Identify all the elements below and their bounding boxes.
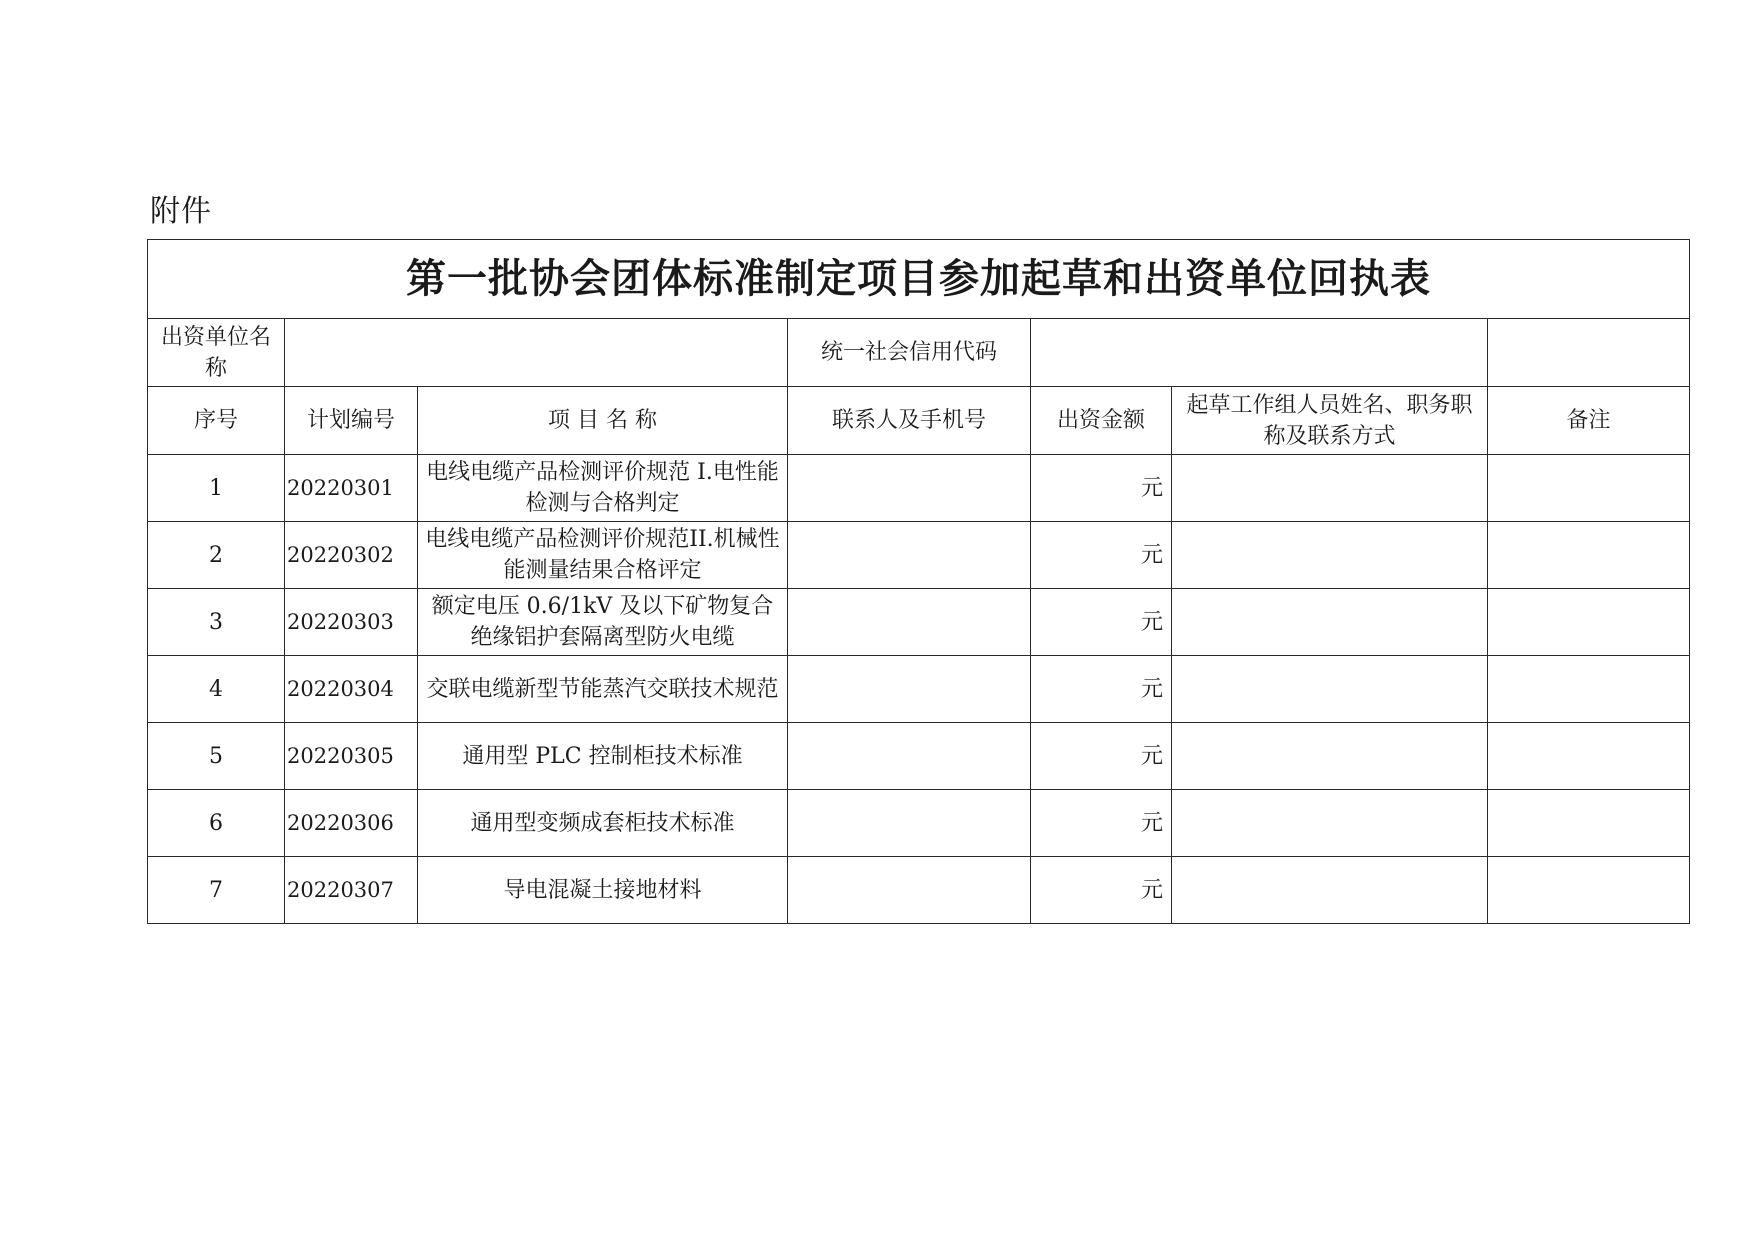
header-contact: 联系人及手机号 — [788, 387, 1031, 455]
row-drafters-field[interactable] — [1172, 656, 1488, 723]
header-remarks: 备注 — [1488, 387, 1690, 455]
row-project-name: 额定电压 0.6/1kV 及以下矿物复合绝缘铝护套隔离型防火电缆 — [418, 589, 788, 656]
row-remarks-field[interactable] — [1488, 723, 1690, 790]
row-project-name: 交联电缆新型节能蒸汽交联技术规范 — [418, 656, 788, 723]
table-row — [148, 589, 1690, 656]
unit-name-field[interactable] — [285, 319, 788, 387]
row-project-name: 通用型变频成套柜技术标准 — [418, 790, 788, 857]
row-contact-field[interactable] — [788, 589, 1031, 656]
attachment-label: 附件 — [150, 194, 212, 229]
row-remarks-field[interactable] — [1488, 589, 1690, 656]
row-contact-field[interactable] — [788, 723, 1031, 790]
row-contact-field[interactable] — [788, 522, 1031, 589]
row-drafters-field[interactable] — [1172, 589, 1488, 656]
row-amount-field[interactable]: 元 — [1031, 455, 1172, 522]
row-plan-no: 20220304 — [285, 656, 418, 723]
header-project-name: 项 目 名 称 — [418, 387, 788, 455]
row-drafters-field[interactable] — [1172, 522, 1488, 589]
unit-extra-field[interactable] — [1488, 319, 1690, 387]
row-plan-no: 20220305 — [285, 723, 418, 790]
row-drafters-field[interactable] — [1172, 723, 1488, 790]
header-amount: 出资金额 — [1031, 387, 1172, 455]
row-contact-field[interactable] — [788, 857, 1031, 924]
row-amount-field[interactable]: 元 — [1031, 522, 1172, 589]
row-remarks-field[interactable] — [1488, 656, 1690, 723]
unit-name-label: 出资单位名称 — [148, 319, 285, 387]
row-project-name: 电线电缆产品检测评价规范II.机械性能测量结果合格评定 — [418, 522, 788, 589]
table-row — [148, 522, 1690, 589]
header-seq: 序号 — [148, 387, 285, 455]
row-seq: 1 — [148, 455, 285, 522]
row-plan-no: 20220302 — [285, 522, 418, 589]
header-drafters: 起草工作组人员姓名、职务职称及联系方式 — [1172, 387, 1488, 455]
row-remarks-field[interactable] — [1488, 790, 1690, 857]
row-project-name: 电线电缆产品检测评价规范 I.电性能检测与合格判定 — [418, 455, 788, 522]
row-drafters-field[interactable] — [1172, 790, 1488, 857]
table-row — [148, 723, 1690, 790]
row-amount-field[interactable]: 元 — [1031, 656, 1172, 723]
row-seq: 7 — [148, 857, 285, 924]
row-amount-field[interactable]: 元 — [1031, 723, 1172, 790]
row-seq: 2 — [148, 522, 285, 589]
row-amount-field[interactable]: 元 — [1031, 790, 1172, 857]
row-plan-no: 20220303 — [285, 589, 418, 656]
row-amount-field[interactable]: 元 — [1031, 857, 1172, 924]
row-seq: 3 — [148, 589, 285, 656]
form-title: 第一批协会团体标准制定项目参加起草和出资单位回执表 — [148, 240, 1690, 319]
row-remarks-field[interactable] — [1488, 455, 1690, 522]
row-contact-field[interactable] — [788, 656, 1031, 723]
table-row — [148, 857, 1690, 924]
row-remarks-field[interactable] — [1488, 522, 1690, 589]
credit-code-field[interactable] — [1031, 319, 1488, 387]
reply-form-table — [147, 239, 1690, 924]
table-row — [148, 790, 1690, 857]
table-row — [148, 455, 1690, 522]
row-plan-no: 20220301 — [285, 455, 418, 522]
row-remarks-field[interactable] — [1488, 857, 1690, 924]
row-plan-no: 20220306 — [285, 790, 418, 857]
header-plan-no: 计划编号 — [285, 387, 418, 455]
row-amount-field[interactable]: 元 — [1031, 589, 1172, 656]
row-drafters-field[interactable] — [1172, 455, 1488, 522]
row-seq: 4 — [148, 656, 285, 723]
row-plan-no: 20220307 — [285, 857, 418, 924]
row-seq: 6 — [148, 790, 285, 857]
row-contact-field[interactable] — [788, 790, 1031, 857]
row-seq: 5 — [148, 723, 285, 790]
row-project-name: 导电混凝土接地材料 — [418, 857, 788, 924]
table-row — [148, 656, 1690, 723]
row-drafters-field[interactable] — [1172, 857, 1488, 924]
credit-code-label: 统一社会信用代码 — [788, 319, 1031, 387]
row-project-name: 通用型 PLC 控制柜技术标准 — [418, 723, 788, 790]
row-contact-field[interactable] — [788, 455, 1031, 522]
